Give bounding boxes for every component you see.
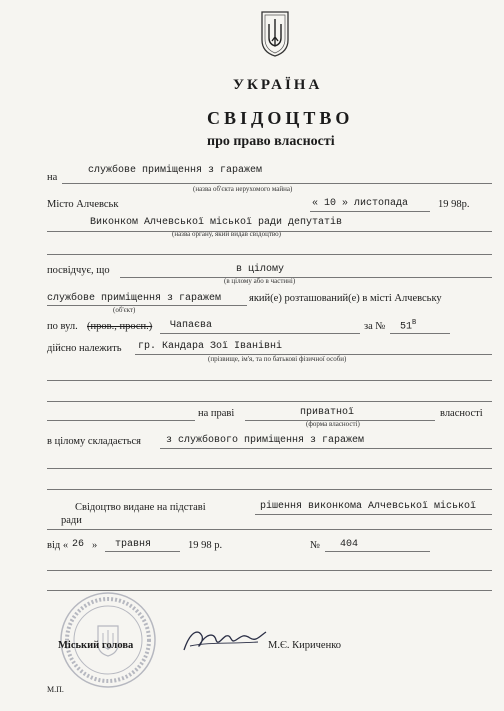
from-mid: » [92, 540, 98, 551]
object2-line [47, 305, 247, 306]
house-number: 51 [400, 321, 413, 333]
from-month-line [105, 551, 180, 552]
owner-caption: (прізвище, ім'я, та по батькові фізичної особи) [208, 355, 347, 363]
street-line [160, 333, 360, 334]
from-year: 19 98 р. [188, 540, 223, 551]
mayor-role-label: Міський голова [58, 640, 134, 651]
owner-label: дійсно належить [47, 343, 122, 354]
right-label: на праві [198, 408, 235, 419]
basis-value: рішення виконкома Алчевської міської [260, 501, 477, 512]
street-value: Чапаєва [170, 320, 213, 331]
issuer-line-2 [47, 254, 492, 255]
certifies-line [120, 277, 492, 278]
consists-value: з службового приміщення з гаражем [166, 435, 365, 446]
date-line [310, 211, 430, 212]
blank-line-2 [47, 401, 492, 402]
consists-line [160, 448, 492, 449]
document-subtitle: про право власності [207, 134, 335, 149]
object2-value: службове приміщення з гаражем [47, 293, 222, 304]
object-small-caption: (об'єкт) [113, 306, 136, 314]
date-year: 19 98р. [438, 199, 470, 210]
right-caption: (форма власності) [306, 420, 360, 428]
house-label: за № [364, 321, 386, 332]
num-label: № [310, 540, 321, 551]
trident-coat-of-arms-icon [260, 10, 290, 58]
street-prefix: по вул. [47, 321, 78, 332]
mp-label: М.П. [47, 685, 64, 694]
na-label: на [47, 172, 58, 183]
owner-value: гр. Кандара Зої Іванівні [138, 341, 283, 352]
right-value: приватної [300, 407, 355, 418]
object-value: службове приміщення з гаражем [88, 165, 263, 176]
country-title: УКРАЇНА [233, 77, 323, 93]
blank-line-4 [47, 489, 492, 490]
mayor-name: М.Є. Кириченко [268, 640, 342, 651]
right-line-left [47, 420, 195, 421]
from-day: 26 [72, 539, 85, 550]
whole-caption: (в цілому або в частині) [224, 277, 296, 285]
basis-line [255, 514, 492, 515]
issuer-value: Виконком Алчевської міської ради депутатів [90, 217, 343, 228]
handwritten-signature [180, 622, 270, 656]
date-month: листопада [354, 198, 409, 209]
whole-value: в цілому [236, 264, 285, 275]
house-value [400, 319, 416, 332]
from-label: від « [47, 540, 69, 551]
num-line [325, 551, 430, 552]
document-title: СВІДОЦТВО [207, 108, 354, 128]
consists-label: в цілому складається [47, 436, 141, 447]
street-struck: (пров., просп.) [87, 321, 153, 332]
blank-line-3 [47, 468, 492, 469]
basis-label: Свідоцтво видане на підставі [75, 502, 206, 513]
num-value: 404 [340, 539, 359, 550]
basis-line-2 [47, 529, 492, 530]
house-letter: В [412, 319, 417, 327]
blank-line-5 [47, 570, 492, 571]
object-caption: (назва об'єкта нерухомого майна) [193, 185, 293, 193]
object-line [62, 183, 492, 184]
date-day: « 10 » [312, 198, 349, 209]
basis-value-2: ради [61, 515, 82, 526]
certifies-label: посвідчує, що [47, 265, 110, 276]
from-month: травня [115, 539, 152, 550]
issuer-caption: (назва органу, який видав свідоцтво) [172, 230, 281, 238]
located-text: який(е) розташований(е) в місті Алчевську [249, 293, 442, 304]
property-label: власності [440, 408, 483, 419]
city-label: Місто Алчевськ [47, 199, 119, 210]
blank-line-1 [47, 380, 492, 381]
house-line [390, 333, 450, 334]
